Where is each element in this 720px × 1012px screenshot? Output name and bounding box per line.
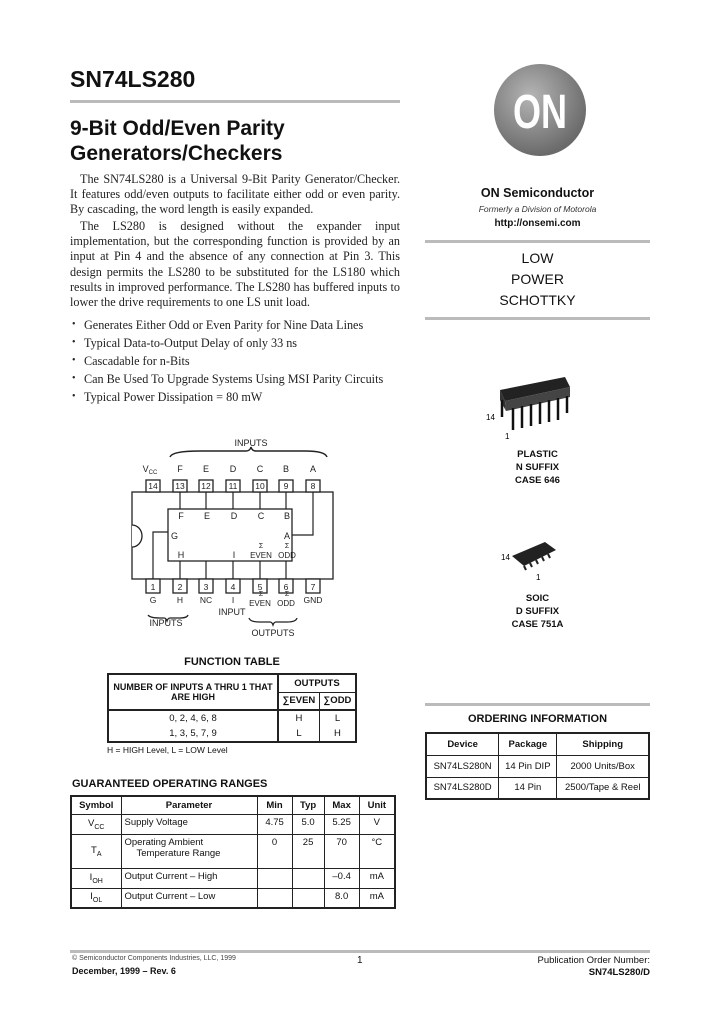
pin-number: 6: [283, 582, 289, 592]
table-cell: °C: [359, 834, 395, 868]
pin-label: $V_{CC}$: [142, 464, 158, 476]
table-cell: [257, 888, 292, 908]
input-label: INPUT: [218, 607, 246, 617]
symbol-cell: $V_{CC}$: [71, 814, 121, 834]
feature-item: • Typical Power Dissipation = 80 mW: [70, 390, 410, 408]
pin-label: EVEN: [249, 599, 271, 608]
operating-ranges-title: GUARANTEED OPERATING RANGES: [72, 778, 268, 790]
table-cell: 2500/Tape & Reel: [557, 777, 649, 799]
sigma: Σ: [258, 543, 264, 550]
column-header: Parameter: [121, 796, 257, 814]
table-row: [71, 888, 395, 908]
function-table-note: H = HIGH Level, L = LOW Level: [107, 745, 228, 755]
title-line: 9-Bit Odd/Even Parity: [70, 117, 285, 140]
sigma: Σ: [284, 591, 290, 598]
table-cell: 14 Pin DIP: [499, 755, 557, 777]
symbol-cell: $T_A$: [71, 834, 121, 868]
inner-label: A: [283, 531, 290, 541]
package-line: SOIC: [525, 593, 550, 604]
pin-number: 12: [201, 481, 211, 491]
ordering-table: [425, 732, 650, 800]
package-label: [425, 592, 650, 631]
table-cell: 14 Pin: [499, 777, 557, 799]
symbol-cell: $I_{OL}$: [71, 888, 121, 908]
pin-number: 14: [148, 481, 158, 491]
sigma: Σ: [284, 543, 290, 550]
feature-item: • Can Be Used To Upgrade Systems Using MSI Parity Circuits: [70, 372, 410, 390]
table-cell: 8.0: [324, 888, 359, 908]
family-line: LOW: [521, 250, 554, 266]
divider: [425, 317, 650, 320]
pin-number: 7: [310, 582, 316, 592]
parameter-cell: Operating Ambient Temperature Range: [121, 834, 257, 868]
operating-ranges-table: [70, 795, 396, 909]
pin-label: G: [149, 595, 157, 605]
column-header: Package: [499, 733, 557, 755]
table-cell: 5.25: [324, 814, 359, 834]
svg-text:14: 14: [501, 553, 510, 562]
parameter-cell: Output Current – High: [121, 868, 257, 888]
divider: [425, 703, 650, 706]
pin-label: F: [177, 464, 183, 474]
package-line: D SUFFIX: [515, 606, 560, 617]
inner-label: E: [203, 511, 211, 521]
table-cell: 0: [257, 834, 292, 868]
table-cell: 2000 Units/Box: [557, 755, 649, 777]
pin-label: B: [282, 464, 290, 474]
table-row: [426, 755, 649, 777]
column-header: Shipping: [557, 733, 649, 755]
pin-label: GND: [303, 595, 323, 605]
svg-text:14: 14: [486, 413, 495, 422]
symbol-cell: $I_{OH}$: [71, 868, 121, 888]
family-line: POWER: [511, 271, 564, 287]
pin-number: 4: [230, 582, 236, 592]
footer-divider: [70, 950, 650, 953]
package-line: PLASTIC: [517, 449, 558, 460]
inner-label: D: [230, 511, 238, 521]
parameter-cell: Output Current – Low: [121, 888, 257, 908]
column-header: Max: [324, 796, 359, 814]
table-cell: 70: [324, 834, 359, 868]
website-link[interactable]: http://onsemi.com: [494, 218, 581, 229]
package-label: [425, 448, 650, 487]
family-line: SCHOTTKY: [499, 292, 576, 308]
part-number-title: SN74LS280: [70, 66, 196, 92]
table-cell: SN74LS280D: [426, 777, 499, 799]
pin-number: 9: [283, 481, 289, 491]
brace: [249, 618, 297, 625]
inputs-label: INPUTS: [149, 618, 183, 628]
ordering-title: ORDERING INFORMATION: [467, 713, 608, 725]
pin-label: I: [231, 595, 235, 605]
svg-text:ON: ON: [513, 86, 567, 139]
family-label: [425, 248, 650, 311]
pin-number: 8: [310, 481, 316, 491]
pin-label: E: [202, 464, 210, 474]
divider: [425, 240, 650, 243]
pin-number: 3: [203, 582, 209, 592]
pin-number: 5: [257, 582, 263, 592]
column-header: Device: [426, 733, 499, 755]
pin-number: 10: [255, 481, 265, 491]
pin-label: NC: [199, 595, 213, 605]
table-cell: 25: [292, 834, 324, 868]
table-cell: SN74LS280N: [426, 755, 499, 777]
inner-label: H: [177, 550, 185, 560]
feature-item: • Typical Data-to-Output Delay of only 33 ns: [70, 336, 410, 354]
table-cell: mA: [359, 888, 395, 908]
function-table-title: FUNCTION TABLE: [184, 656, 280, 668]
table-cell: 0, 2, 4, 6, 8: [108, 710, 278, 726]
column-header: Min: [257, 796, 292, 814]
revision-date: December, 1999 – Rev. 6: [72, 966, 176, 976]
table-row: [71, 834, 395, 868]
description-paragraph: The LS280 is designed without the expander input implementation, but the corresponding function is provided by an input at Pin 4 and the absence of any connection at Pin 3. This design permits the LS280 to be substituted for the LS180 which results in improved performance. The LS280 has buffered inputs to lower the drive requirements to one LS unit load.: [70, 219, 400, 310]
inner-label: F: [178, 511, 184, 521]
column-header: Unit: [359, 796, 395, 814]
dip-package-image: [480, 375, 590, 445]
table-cell: 5.0: [292, 814, 324, 834]
table-row: [71, 868, 395, 888]
inner-label: B: [283, 511, 291, 521]
table-cell: mA: [359, 868, 395, 888]
pin-label: H: [176, 595, 184, 605]
svg-text:1: 1: [505, 432, 510, 441]
function-table: [107, 673, 357, 743]
table-cell: V: [359, 814, 395, 834]
table-cell: L: [278, 726, 319, 742]
table-cell: H: [319, 726, 356, 742]
table-cell: 1, 3, 5, 7, 9: [108, 726, 278, 742]
page-number: 1: [357, 955, 363, 966]
pin-label: ODD: [277, 599, 295, 608]
table-row: [108, 726, 356, 742]
table-cell: –0.4: [324, 868, 359, 888]
table-cell: [292, 868, 324, 888]
table-row: [71, 814, 395, 834]
inner-label: I: [232, 550, 236, 560]
column-header: NUMBER OF INPUTS A THRU 1 THAT ARE HIGH: [108, 674, 278, 710]
svg-text:1: 1: [536, 573, 541, 582]
feature-item: • Generates Either Odd or Even Parity for Nine Data Lines: [70, 318, 410, 336]
pin-label: A: [309, 464, 317, 474]
sigma: Σ: [258, 591, 264, 598]
brace: [170, 447, 327, 457]
pin-label: C: [256, 464, 264, 474]
publication-label: Publication Order Number:: [537, 955, 650, 966]
column-header: ∑EVEN: [278, 692, 319, 710]
table-cell: [292, 888, 324, 908]
column-header: OUTPUTS: [278, 674, 356, 692]
publication-number: SN74LS280/D: [588, 967, 650, 978]
parameter-cell: Supply Voltage: [121, 814, 257, 834]
formerly-text: Formerly a Division of Motorola: [478, 204, 597, 214]
inner-label: EVEN: [250, 551, 272, 560]
table-row: [108, 710, 356, 726]
pin-label: D: [229, 464, 237, 474]
inner-label: ODD: [278, 551, 296, 560]
inner-label: C: [257, 511, 265, 521]
column-header: Typ: [292, 796, 324, 814]
title-line: Generators/Checkers: [70, 142, 283, 165]
inner-label: G: [171, 531, 179, 541]
column-header: ∑ODD: [319, 692, 356, 710]
feature-item: • Cascadable for n-Bits: [70, 354, 410, 372]
description-paragraph: The SN74LS280 is a Universal 9-Bit Parity Generator/Checker. It features odd/even outputs to facilitate either odd or even parity. By cascading, the word length is easily expanded.: [70, 172, 400, 217]
company-name: ON Semiconductor: [480, 186, 595, 200]
table-cell: L: [319, 710, 356, 726]
package-line: CASE 646: [515, 475, 560, 486]
pin-number: 13: [175, 481, 185, 491]
table-cell: [257, 868, 292, 888]
package-line: CASE 751A: [511, 619, 564, 630]
outputs-label: OUTPUTS: [251, 628, 295, 638]
copyright: © Semiconductor Components Industries, LLC, 1999: [72, 955, 236, 962]
column-header: Symbol: [71, 796, 121, 814]
package-line: N SUFFIX: [515, 462, 560, 473]
table-row: [426, 777, 649, 799]
table-cell: H: [278, 710, 319, 726]
on-semiconductor-logo: [492, 62, 588, 158]
pin-number: 2: [177, 582, 183, 592]
table-cell: 4.75: [257, 814, 292, 834]
inputs-label: INPUTS: [234, 438, 268, 448]
pin-number: 1: [150, 582, 156, 592]
soic-package-image: [500, 538, 570, 583]
pin-number: 11: [228, 481, 238, 491]
